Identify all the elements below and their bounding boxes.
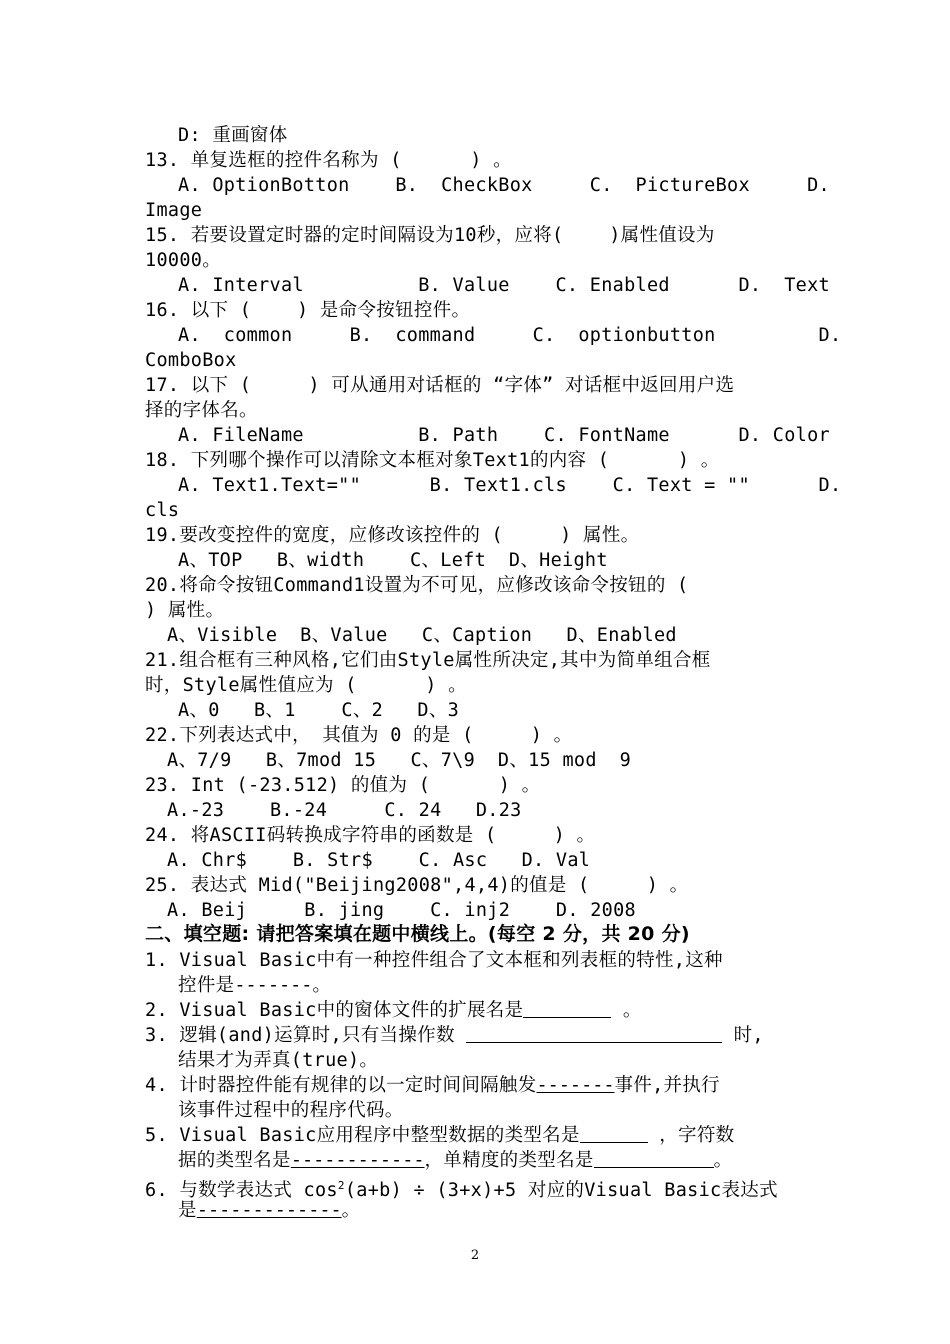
q15-question-cont: 10000。 <box>145 250 221 271</box>
fill-q1-line2: 控件是-------。 <box>178 975 332 996</box>
q24-question: 24. 将ASCII码转换成字符串的函数是 ( ) 。 <box>145 825 596 846</box>
q22-question: 22.下列表达式中， 其值为 0 的是 ( ) 。 <box>145 725 573 746</box>
q18-question: 18. 下列哪个操作可以清除文本框对象Text1的内容 ( ) 。 <box>145 450 720 471</box>
section-2-heading: 二、填空题: 请把答案填在题中横线上。(每空 2 分，共 20 分) <box>145 923 690 945</box>
q17-options: A. FileName B. Path C. FontName D. Color <box>178 425 830 446</box>
fill-q6-line2: 是-------------。 <box>178 1200 361 1221</box>
q20-question: 20.将命令按钮Command1设置为不可见，应修改该命令按钮的 ( <box>145 575 689 596</box>
fill-q3-line1: 3. 逻辑(and)运算时,只有当操作数 时, <box>145 1025 764 1046</box>
answer-blank[interactable] <box>523 999 611 1018</box>
q25-options: A. Beij B. jing C. inj2 D. 2008 <box>167 900 636 921</box>
fill-q4-line2: 该事件过程中的程序代码。 <box>178 1100 404 1121</box>
answer-blank[interactable] <box>580 1124 648 1143</box>
fill-q3-line2: 结果才为弄真(true)。 <box>178 1050 379 1071</box>
q20-question-cont: ) 属性。 <box>145 600 225 621</box>
answer-blank[interactable] <box>466 1024 722 1043</box>
q20-options: A、Visible B、Value C、Caption D、Enabled <box>167 625 677 646</box>
q23-question: 23. Int (-23.512) 的值为 ( ) 。 <box>145 775 541 796</box>
superscript: 2 <box>337 1179 345 1192</box>
q16-options: A. common B. command C. optionbutton D. <box>178 325 842 346</box>
answer-blank[interactable]: ------------ <box>290 1150 425 1171</box>
answer-blank[interactable]: ------------- <box>196 1200 342 1221</box>
q19-question: 19.要改变控件的宽度，应修改该控件的 ( ) 属性。 <box>145 525 640 546</box>
answer-blank[interactable]: ------- <box>234 975 313 996</box>
q19-options: A、TOP B、width C、Left D、Height <box>178 550 608 571</box>
q18-options-cont: cls <box>145 500 180 521</box>
q21-question-cont: 时，Style属性值应为 ( ) 。 <box>145 675 467 696</box>
q13-options-cont: Image <box>145 200 203 221</box>
answer-blank[interactable] <box>594 1149 714 1168</box>
q23-options: A.-23 B.-24 C. 24 D.23 <box>167 800 522 821</box>
q16-options-cont: ComboBox <box>145 350 237 371</box>
q12-option-d: D: 重画窗体 <box>178 125 288 146</box>
q17-question: 17. 以下 ( ) 可从通用对话框的 “字体” 对话框中返回用户选 <box>145 375 735 396</box>
q18-options: A. Text1.Text="" B. Text1.cls C. Text = "" D. <box>178 475 842 496</box>
q13-question: 13. 单复选框的控件名称为 ( ) 。 <box>145 150 512 171</box>
fill-q6-line1: 6. 与数学表达式 $\cos^2(a+b) \div (3+x)+5$ 对应的Visual Basic表达式 <box>145 1179 778 1202</box>
q13-options: A. OptionBotton B. CheckBox C. PictureBox D. <box>178 175 830 196</box>
q15-question: 15. 若要设置定时器的定时间隔设为10秒，应将( )属性值设为 <box>145 225 715 246</box>
q17-question-cont: 择的字体名。 <box>145 400 258 421</box>
fill-q4-line1: 4. 计时器控件能有规律的以一定时间间隔触发-------事件,并执行 <box>145 1075 720 1096</box>
q25-question: 25. 表达式 Mid("Beijing2008",4,4)的值是 ( ) 。 <box>145 875 689 896</box>
page-number: 2 <box>470 1248 480 1263</box>
fill-q1-line1: 1. Visual Basic中有一种控件组合了文本框和列表框的特性,这种 <box>145 950 723 971</box>
q15-options: A. Interval B. Value C. Enabled D. Text <box>178 275 830 296</box>
q22-options: A、7/9 B、7mod 15 C、7\9 D、15 mod 9 <box>167 750 632 771</box>
q21-question: 21.组合框有三种风格,它们由Style属性所决定,其中为简单组合框 <box>145 650 711 671</box>
fill-q5-line1: 5. Visual Basic应用程序中整型数据的类型名是 ，字符数 <box>145 1125 735 1146</box>
q21-options: A、0 B、1 C、2 D、3 <box>178 700 460 721</box>
q16-question: 16. 以下 ( ) 是命令按钮控件。 <box>145 300 471 321</box>
q24-options: A. Chr$ B. Str$ C. Asc D. Val <box>167 850 591 871</box>
fill-q5-line2: 据的类型名是------------，单精度的类型名是 。 <box>178 1150 733 1171</box>
answer-blank[interactable]: ------- <box>536 1075 615 1096</box>
fill-q2: 2. Visual Basic中的窗体文件的扩展名是 。 <box>145 1000 642 1021</box>
